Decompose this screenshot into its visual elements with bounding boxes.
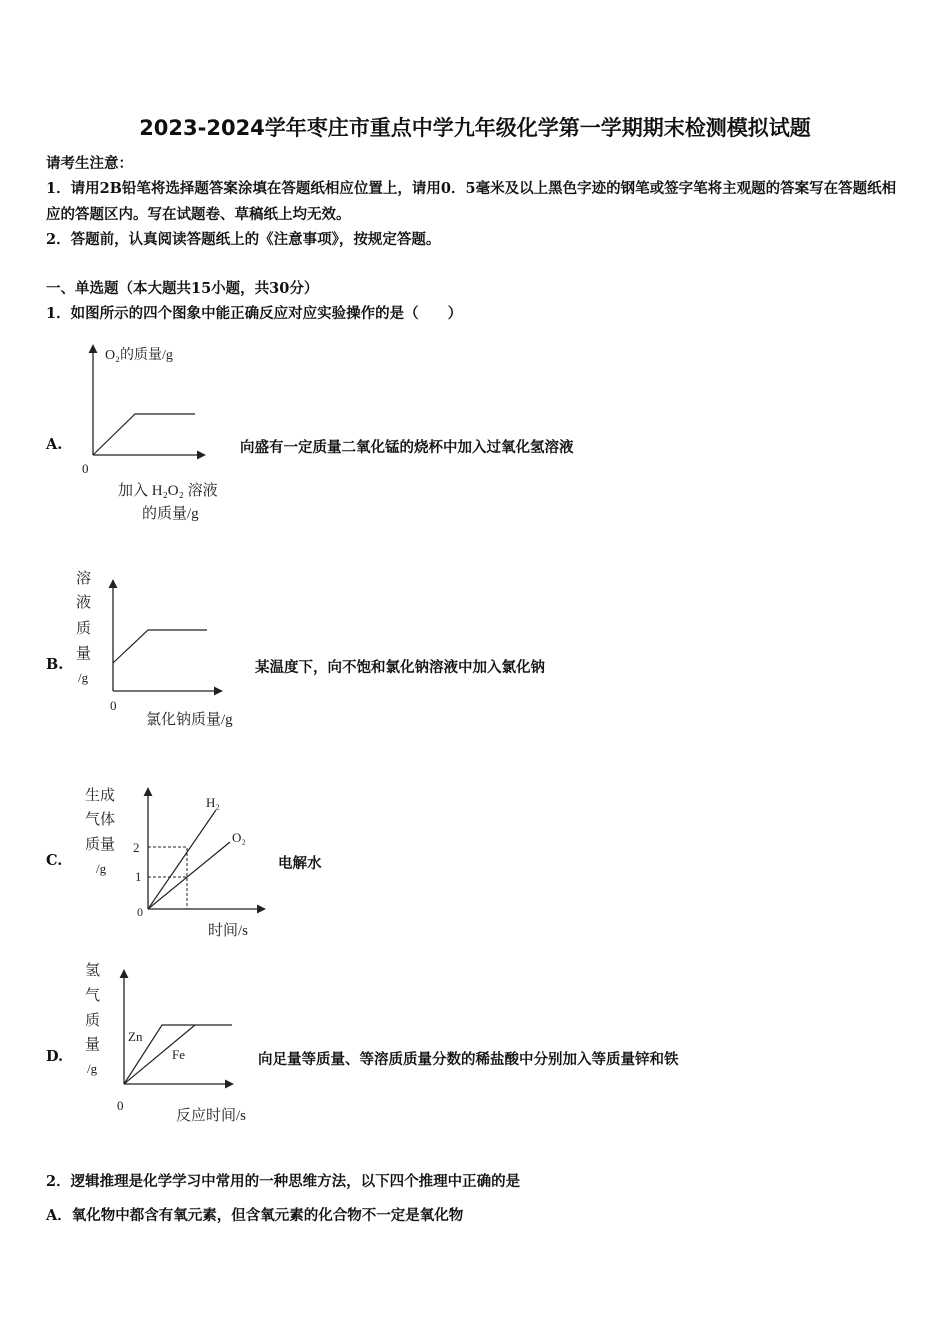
- graph-c-origin: 0: [137, 905, 143, 919]
- graph-c-tick-2: 2: [133, 840, 140, 855]
- graph-d-x-label: 反应时间/s: [176, 1108, 247, 1124]
- graph-b-y-char-2: 液: [76, 595, 92, 611]
- graph-c-y-line-3: 质量: [85, 837, 116, 853]
- page-title: 2023-2024学年枣庄市重点中学九年级化学第一学期期末检测模拟试题: [139, 116, 811, 140]
- option-a-text: 向盛有一定质量二氧化锰的烧杯中加入过氧化氢溶液: [240, 439, 574, 456]
- option-c-text: 电解水: [278, 855, 322, 872]
- graph-b-y-char-4: 量: [76, 646, 92, 662]
- question-1-stem: 1．如图所示的四个图象中能正确反应对应实验操作的是（ ）: [46, 305, 463, 322]
- graph-b-y-char-5: /g: [78, 670, 89, 685]
- option-c-label: C.: [46, 852, 63, 869]
- option-b-label: B.: [46, 656, 64, 673]
- graph-b-curve: [113, 630, 207, 663]
- option-a-label: A.: [46, 436, 63, 453]
- graph-c-label-o2: O₂: [232, 830, 246, 845]
- graph-c-label-h2: H₂: [206, 795, 220, 810]
- graph-c-y-line-1: 生成: [85, 788, 116, 804]
- graph-d-y-char-5: /g: [87, 1061, 98, 1076]
- graph-d-label-fe: Fe: [172, 1047, 185, 1062]
- graph-b-y-char-3: 质: [76, 621, 92, 637]
- notice-item-2: 2．答题前，认真阅读答题纸上的《注意事项》，按规定答题。: [46, 231, 441, 248]
- graph-c: [80, 778, 280, 943]
- notice-heading: 请考生注意：: [46, 155, 133, 172]
- notice-item-1: 1．请用2B铅笔将选择题答案涂填在答题纸相应位置上，请用0．5毫米及以上黑色字迹的钢笔或签字笔将主观题的答案写在答题纸相应的答题区内。写在试题卷、草稿纸上均无效。: [46, 180, 897, 223]
- graph-c-line-h2: [148, 810, 216, 909]
- graph-c-line-o2: [148, 842, 230, 909]
- graph-b-y-char-1: 溶: [76, 571, 92, 587]
- graph-a-x-label-1: 加入 H₂O₂ 溶液: [118, 483, 218, 499]
- graph-b-origin: 0: [110, 698, 117, 713]
- graph-a: [60, 335, 260, 535]
- graph-c-x-label: 时间/s: [208, 923, 249, 939]
- graph-d-y-char-2: 气: [85, 988, 101, 1004]
- graph-d-y-char-3: 质: [85, 1013, 101, 1029]
- option-d-label: D.: [46, 1048, 64, 1065]
- graph-a-curve: [93, 414, 195, 455]
- graph-c-tick-1: 1: [135, 869, 142, 884]
- question-2-stem: 2．逻辑推理是化学学习中常用的一种思维方法，以下四个推理中正确的是: [46, 1173, 521, 1190]
- graph-a-origin: 0: [82, 461, 89, 476]
- option-d-text: 向足量等质量、等溶质质量分数的稀盐酸中分别加入等质量锌和铁: [258, 1051, 679, 1068]
- section-heading: 一、单选题（本大题共15小题，共30分）: [46, 280, 319, 297]
- question-2-option-a: A．氧化物中都含有氧元素，但含氧元素的化合物不一定是氧化物: [46, 1207, 464, 1224]
- graph-d-label-zn: Zn: [128, 1029, 143, 1044]
- graph-d-y-char-1: 氢: [85, 963, 101, 979]
- graph-d-origin: 0: [117, 1098, 124, 1113]
- graph-a-x-label-2: 的质量/g: [142, 506, 199, 522]
- graph-a-y-label: O₂的质量/g: [105, 348, 173, 363]
- graph-d-y-char-4: 量: [85, 1037, 101, 1053]
- graph-d: [70, 955, 270, 1130]
- graph-b-x-label: 氯化钠质量/g: [146, 712, 233, 728]
- graph-c-y-line-2: 气体: [85, 812, 116, 828]
- option-b-text: 某温度下，向不饱和氯化钠溶液中加入氯化钠: [255, 659, 545, 676]
- graph-c-y-line-4: /g: [96, 861, 107, 876]
- graph-b: [70, 565, 260, 735]
